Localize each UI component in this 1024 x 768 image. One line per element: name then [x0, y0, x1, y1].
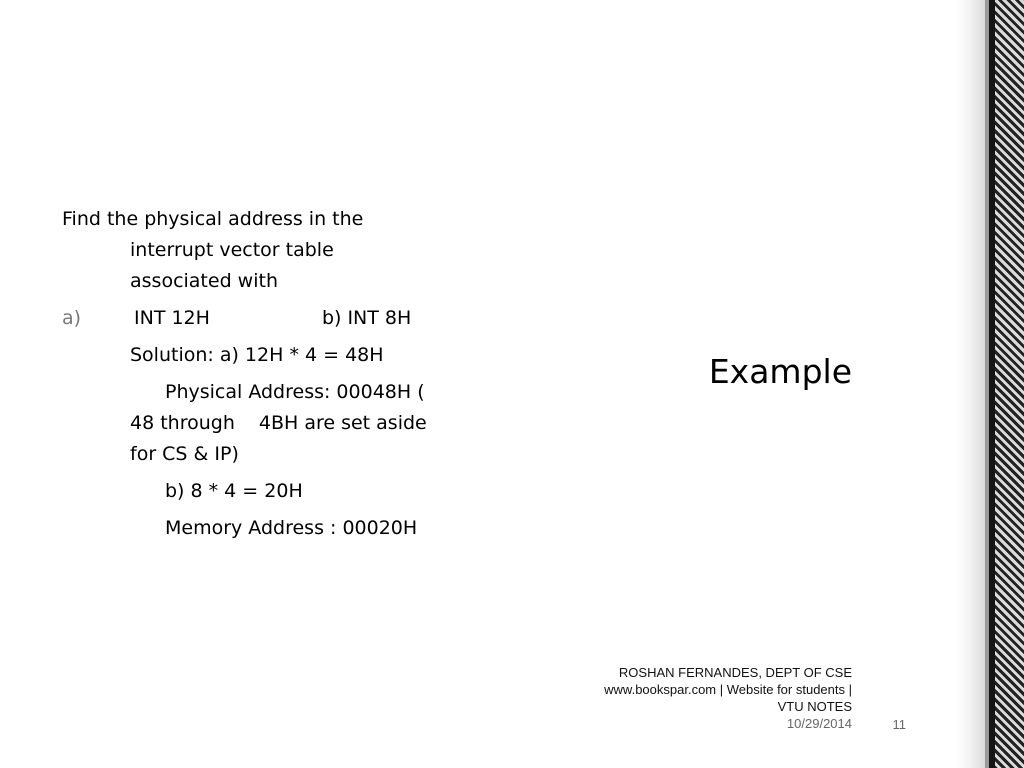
question-line-3: associated with — [130, 270, 278, 292]
footer-author-line-2: www.bookspar.com | Website for students | — [604, 682, 852, 697]
slide-title: Example — [708, 352, 852, 391]
item-a-text: INT 12H — [134, 307, 210, 329]
physical-address-line-2 — [62, 408, 462, 439]
item-a-row — [62, 303, 462, 334]
item-b-text: b) INT 8H — [321, 307, 412, 329]
slide-body — [62, 204, 462, 544]
solution-line: Solution: a) 12H * 4 = 48H — [130, 344, 384, 366]
footer-author-line-3: VTU NOTES — [777, 699, 852, 714]
decorative-side-border — [985, 0, 1024, 768]
slide-footer — [540, 664, 852, 732]
memory-address-line: Memory Address : 00020H — [165, 517, 418, 539]
footer-author-line-1: ROSHAN FERNANDES, DEPT OF CSE — [618, 665, 852, 680]
slide-number: 11 — [892, 717, 906, 732]
question-line-1: Find the physical address in the — [62, 208, 364, 230]
question-line-2: interrupt vector table — [130, 239, 334, 261]
list-marker-a: a) — [62, 307, 82, 329]
side-shadow — [955, 0, 985, 768]
physical-address-line-3: for CS & IP) — [130, 443, 239, 465]
physical-address-line-2b: 4BH are set aside — [258, 412, 427, 434]
physical-address-line-2a: 48 through — [130, 412, 235, 434]
physical-address-line-1: Physical Address: 00048H ( — [165, 381, 425, 403]
b-calculation: b) 8 * 4 = 20H — [165, 480, 303, 502]
footer-date: 10/29/2014 — [786, 716, 852, 731]
